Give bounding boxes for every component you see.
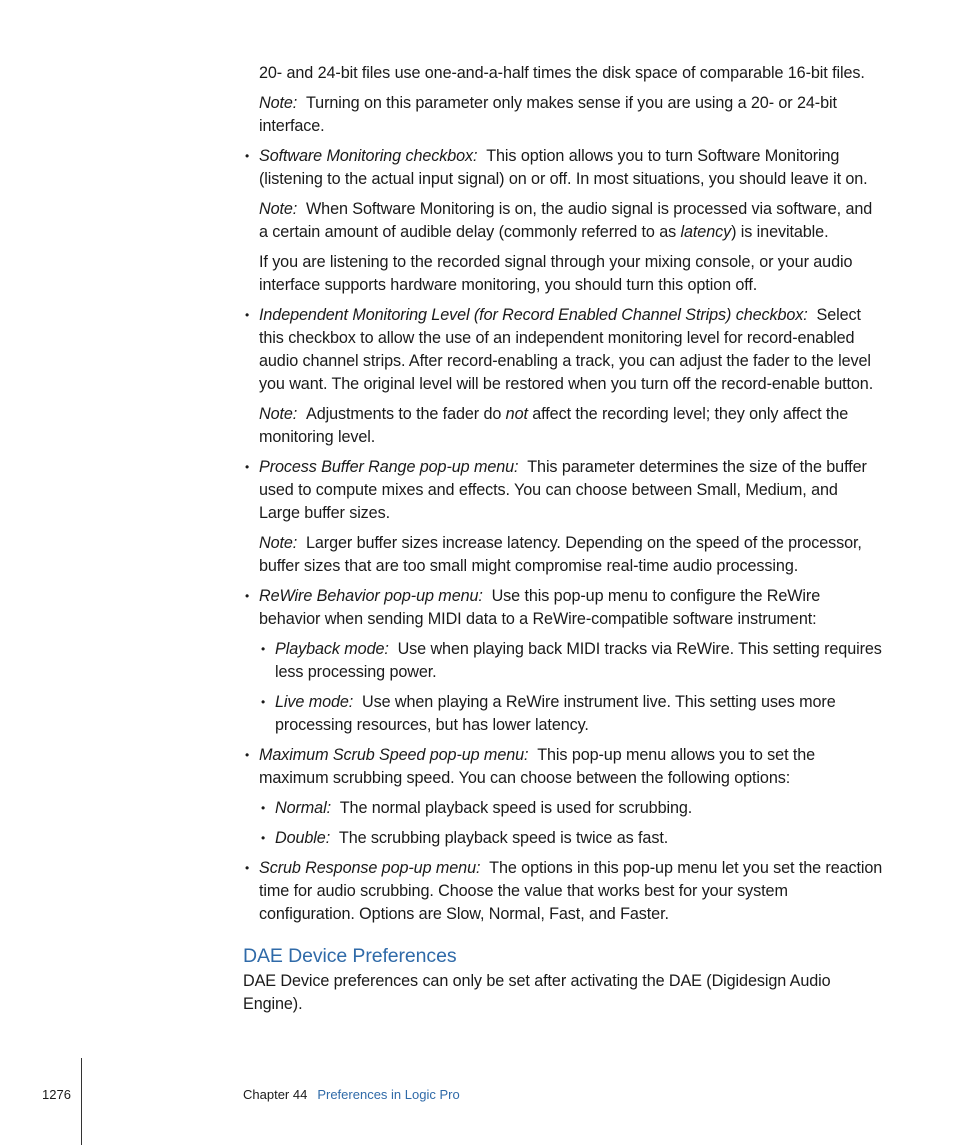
footer-chapter <box>243 1087 460 1102</box>
independent-monitoring-note <box>259 403 883 449</box>
item-term: Process Buffer Range pop-up menu: <box>259 458 519 476</box>
chapter-label: Chapter 44 <box>243 1087 308 1102</box>
footer-divider <box>81 1058 82 1145</box>
chapter-title: Preferences in Logic Pro <box>317 1087 460 1102</box>
software-monitoring-note <box>259 198 883 244</box>
scrub-speed-item <box>259 744 883 790</box>
section-text: DAE Device preferences can only be set after activating the DAE (Digidesign Audio Engine). <box>243 972 831 1013</box>
scrub-speed-option-normal <box>275 797 883 820</box>
scrub-response-item <box>259 857 883 926</box>
rewire-item <box>259 585 883 631</box>
note-text-post: affect the recording level; they only affect the monitoring level. <box>259 405 849 446</box>
option-text: Use when playing a ReWire instrument live. This setting uses more processing resources, but has lower latency. <box>275 693 836 734</box>
note-text-pre: When Software Monitoring is on, the audio signal is processed via software, and a certain amount of audible delay (commonly referred to as <box>259 200 873 241</box>
note-label: Note: <box>259 405 298 423</box>
item-text: The options in this pop-up menu let you set the reaction time for audio scrubbing. Choose the value that works best for your system configuration. Options are Slow, Normal, Fast, and Faster. <box>259 859 883 923</box>
intro-note <box>259 92 883 138</box>
option-text: The scrubbing playback speed is twice as fast. <box>338 829 669 847</box>
option-text: Use when playing back MIDI tracks via ReWire. This setting requires less processing power. <box>275 640 882 681</box>
option-term: Live mode: <box>275 693 354 711</box>
software-monitoring-extra: If you are listening to the recorded signal through your mixing console, or your audio interface supports hardware monitoring, you should turn this option off. <box>259 253 853 294</box>
item-term: ReWire Behavior pop-up menu: <box>259 587 483 605</box>
note-label: Note: <box>259 200 298 218</box>
note-text-post: ) is inevitable. <box>731 223 829 241</box>
option-term: Normal: <box>275 799 331 817</box>
item-text: This pop-up menu allows you to set the maximum scrubbing speed. You can choose between the following options: <box>259 746 816 787</box>
item-text: Use this pop-up menu to configure the ReWire behavior when sending MIDI data to a ReWire-compatible software instrument: <box>259 587 821 628</box>
note-text-pre: Adjustments to the fader do <box>306 405 506 423</box>
independent-monitoring-item <box>259 304 883 396</box>
software-monitoring-item <box>259 145 883 191</box>
process-buffer-note <box>259 532 883 578</box>
option-term: Double: <box>275 829 331 847</box>
page-body <box>243 62 883 1016</box>
note-label: Note: <box>259 534 298 552</box>
item-text: This option allows you to turn Software Monitoring (listening to the actual input signal) on or off. In most situations, you should leave it on. <box>259 147 868 188</box>
item-text: Select this checkbox to allow the use of an independent monitoring level for record-enabled audio channel strips. After record-enabling a track, you can adjust the fader to the level you want. The original level will be restored when you turn off the record-enable button. <box>259 306 874 393</box>
item-term: Scrub Response pop-up menu: <box>259 859 481 877</box>
item-term: Software Monitoring checkbox: <box>259 147 478 165</box>
note-emphasis: latency <box>680 223 732 241</box>
process-buffer-item <box>259 456 883 525</box>
note-text: Larger buffer sizes increase latency. Depending on the speed of the processor, buffer sizes that are too small might compromise real-time audio processing. <box>259 534 862 575</box>
option-term: Playback mode: <box>275 640 389 658</box>
note-text: Turning on this parameter only makes sense if you are using a 20- or 24-bit interface. <box>259 94 837 135</box>
item-text: This parameter determines the size of the buffer used to compute mixes and effects. You can choose between Small, Medium, and Large buffer sizes. <box>259 458 867 522</box>
note-label: Note: <box>259 94 298 112</box>
rewire-option-playback <box>275 638 883 684</box>
option-text: The normal playback speed is used for scrubbing. <box>339 799 693 817</box>
scrub-speed-option-double <box>275 827 883 850</box>
page-number: 1276 <box>42 1087 71 1102</box>
note-emphasis: not <box>505 405 528 423</box>
rewire-option-live <box>275 691 883 737</box>
item-term: Maximum Scrub Speed pop-up menu: <box>259 746 529 764</box>
item-term: Independent Monitoring Level (for Record Enabled Channel Strips) checkbox: <box>259 306 808 324</box>
section-heading: DAE Device Preferences <box>243 945 457 967</box>
intro-line: 20- and 24-bit files use one-and-a-half times the disk space of comparable 16-bit files. <box>259 64 865 82</box>
